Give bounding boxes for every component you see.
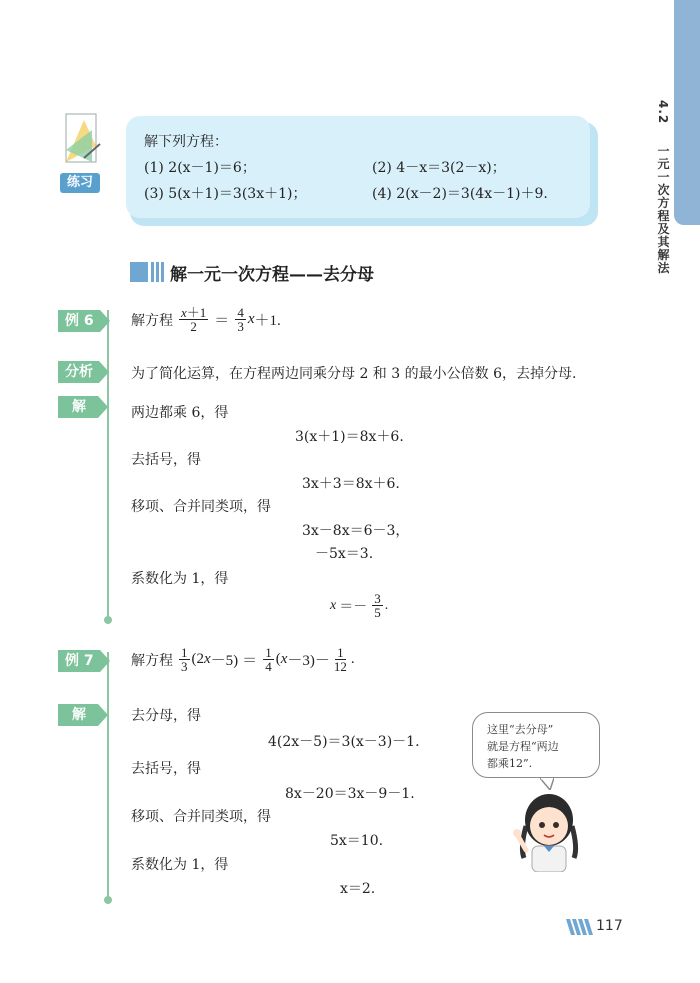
exercise-prompt: 解下列方程： [144,134,228,150]
example6-analysis-tag: 分析 [58,361,99,383]
example7-statement-prefix: 解方程 [131,652,173,669]
example7-statement: 解方程 $\frac{1}{3}$ (2 x －5) ＝ $\frac{1}{4}$ ( x －3)－ $\frac{1}{12}$ . [131,645,355,674]
example6-solution-tag: 解 [58,396,98,418]
section-title: 解一元一次方程——去分母 [170,265,374,285]
example6-step-7: －5x＝3. [315,546,374,562]
example6-result: x ＝－ $\frac{3}{5}$ . [330,591,389,620]
side-tab-title: 一元一次方程及其解法 [656,144,670,275]
example7-step-6: 5x＝10. [330,833,384,849]
example6-statement-prefix: 解方程 [131,312,173,329]
example6-step-3: 去括号，得 [131,452,201,468]
page-number-stripes [566,919,594,939]
girl-illustration [504,788,594,872]
example6-step-6: 3x－8x＝6－3， [302,523,410,539]
side-tab-section: 4.2 [656,100,670,125]
example6-step-5: 移项、合并同类项，得 [131,499,271,515]
example7-step-7: 系数化为 1，得 [131,857,229,873]
section-title-marker [130,262,164,282]
side-tab-label [648,100,672,275]
side-tab [674,0,700,225]
example6-step-1: 两边都乘 6，得 [131,405,229,421]
speech-bubble [472,712,600,778]
example6-step-8: 系数化为 1，得 [131,571,229,587]
speech-line-2: 就是方程“两边 [487,740,559,753]
exercise-badge: 练习 [60,173,100,193]
example6-tag: 例 6 [58,310,100,332]
example7-step-3: 去括号，得 [131,761,201,777]
example6-analysis: 为了简化运算，在方程两边同乘分母 2 和 3 的最小公倍数 6，去掉分母. [131,366,577,382]
example6-rail [107,310,109,620]
example7-step-2: 4(2x－5)＝3(x－3)－1. [268,734,420,750]
example6-step-2: 3(x＋1)＝8x＋6. [295,429,404,445]
example7-rail [107,652,109,900]
exercise-item-4: (4) 2(x－2)＝3(4x－1)＋9. [372,186,548,202]
exercise-item-2: (2) 4－x＝3(2－x)； [372,160,506,176]
example7-solution-tag: 解 [58,704,98,726]
example7-rail-end [104,896,112,904]
speech-line-3: 都乘12”. [487,757,533,770]
example7-step-1: 去分母，得 [131,708,201,724]
example7-step-8: x＝2. [340,881,376,897]
exercise-icon [60,110,106,172]
exercise-item-1: (1) 2(x－1)＝6； [144,160,256,176]
exercise-box [126,116,590,218]
example7-step-4: 8x－20＝3x－9－1. [285,786,415,802]
page-number: 117 [596,918,623,934]
example7-step-5: 移项、合并同类项，得 [131,809,271,825]
example6-step-4: 3x＋3＝8x＋6. [302,476,400,492]
example6-rail-end [104,616,112,624]
example7-tag: 例 7 [58,650,100,672]
exercise-item-3: (3) 5(x＋1)＝3(3x＋1)； [144,186,307,202]
speech-line-1: 这里“去分母” [487,723,554,736]
example6-statement: 解方程 $\frac{x+1}{2}$ ＝ $\frac{4}{3}$ x ＋1. [131,305,281,334]
